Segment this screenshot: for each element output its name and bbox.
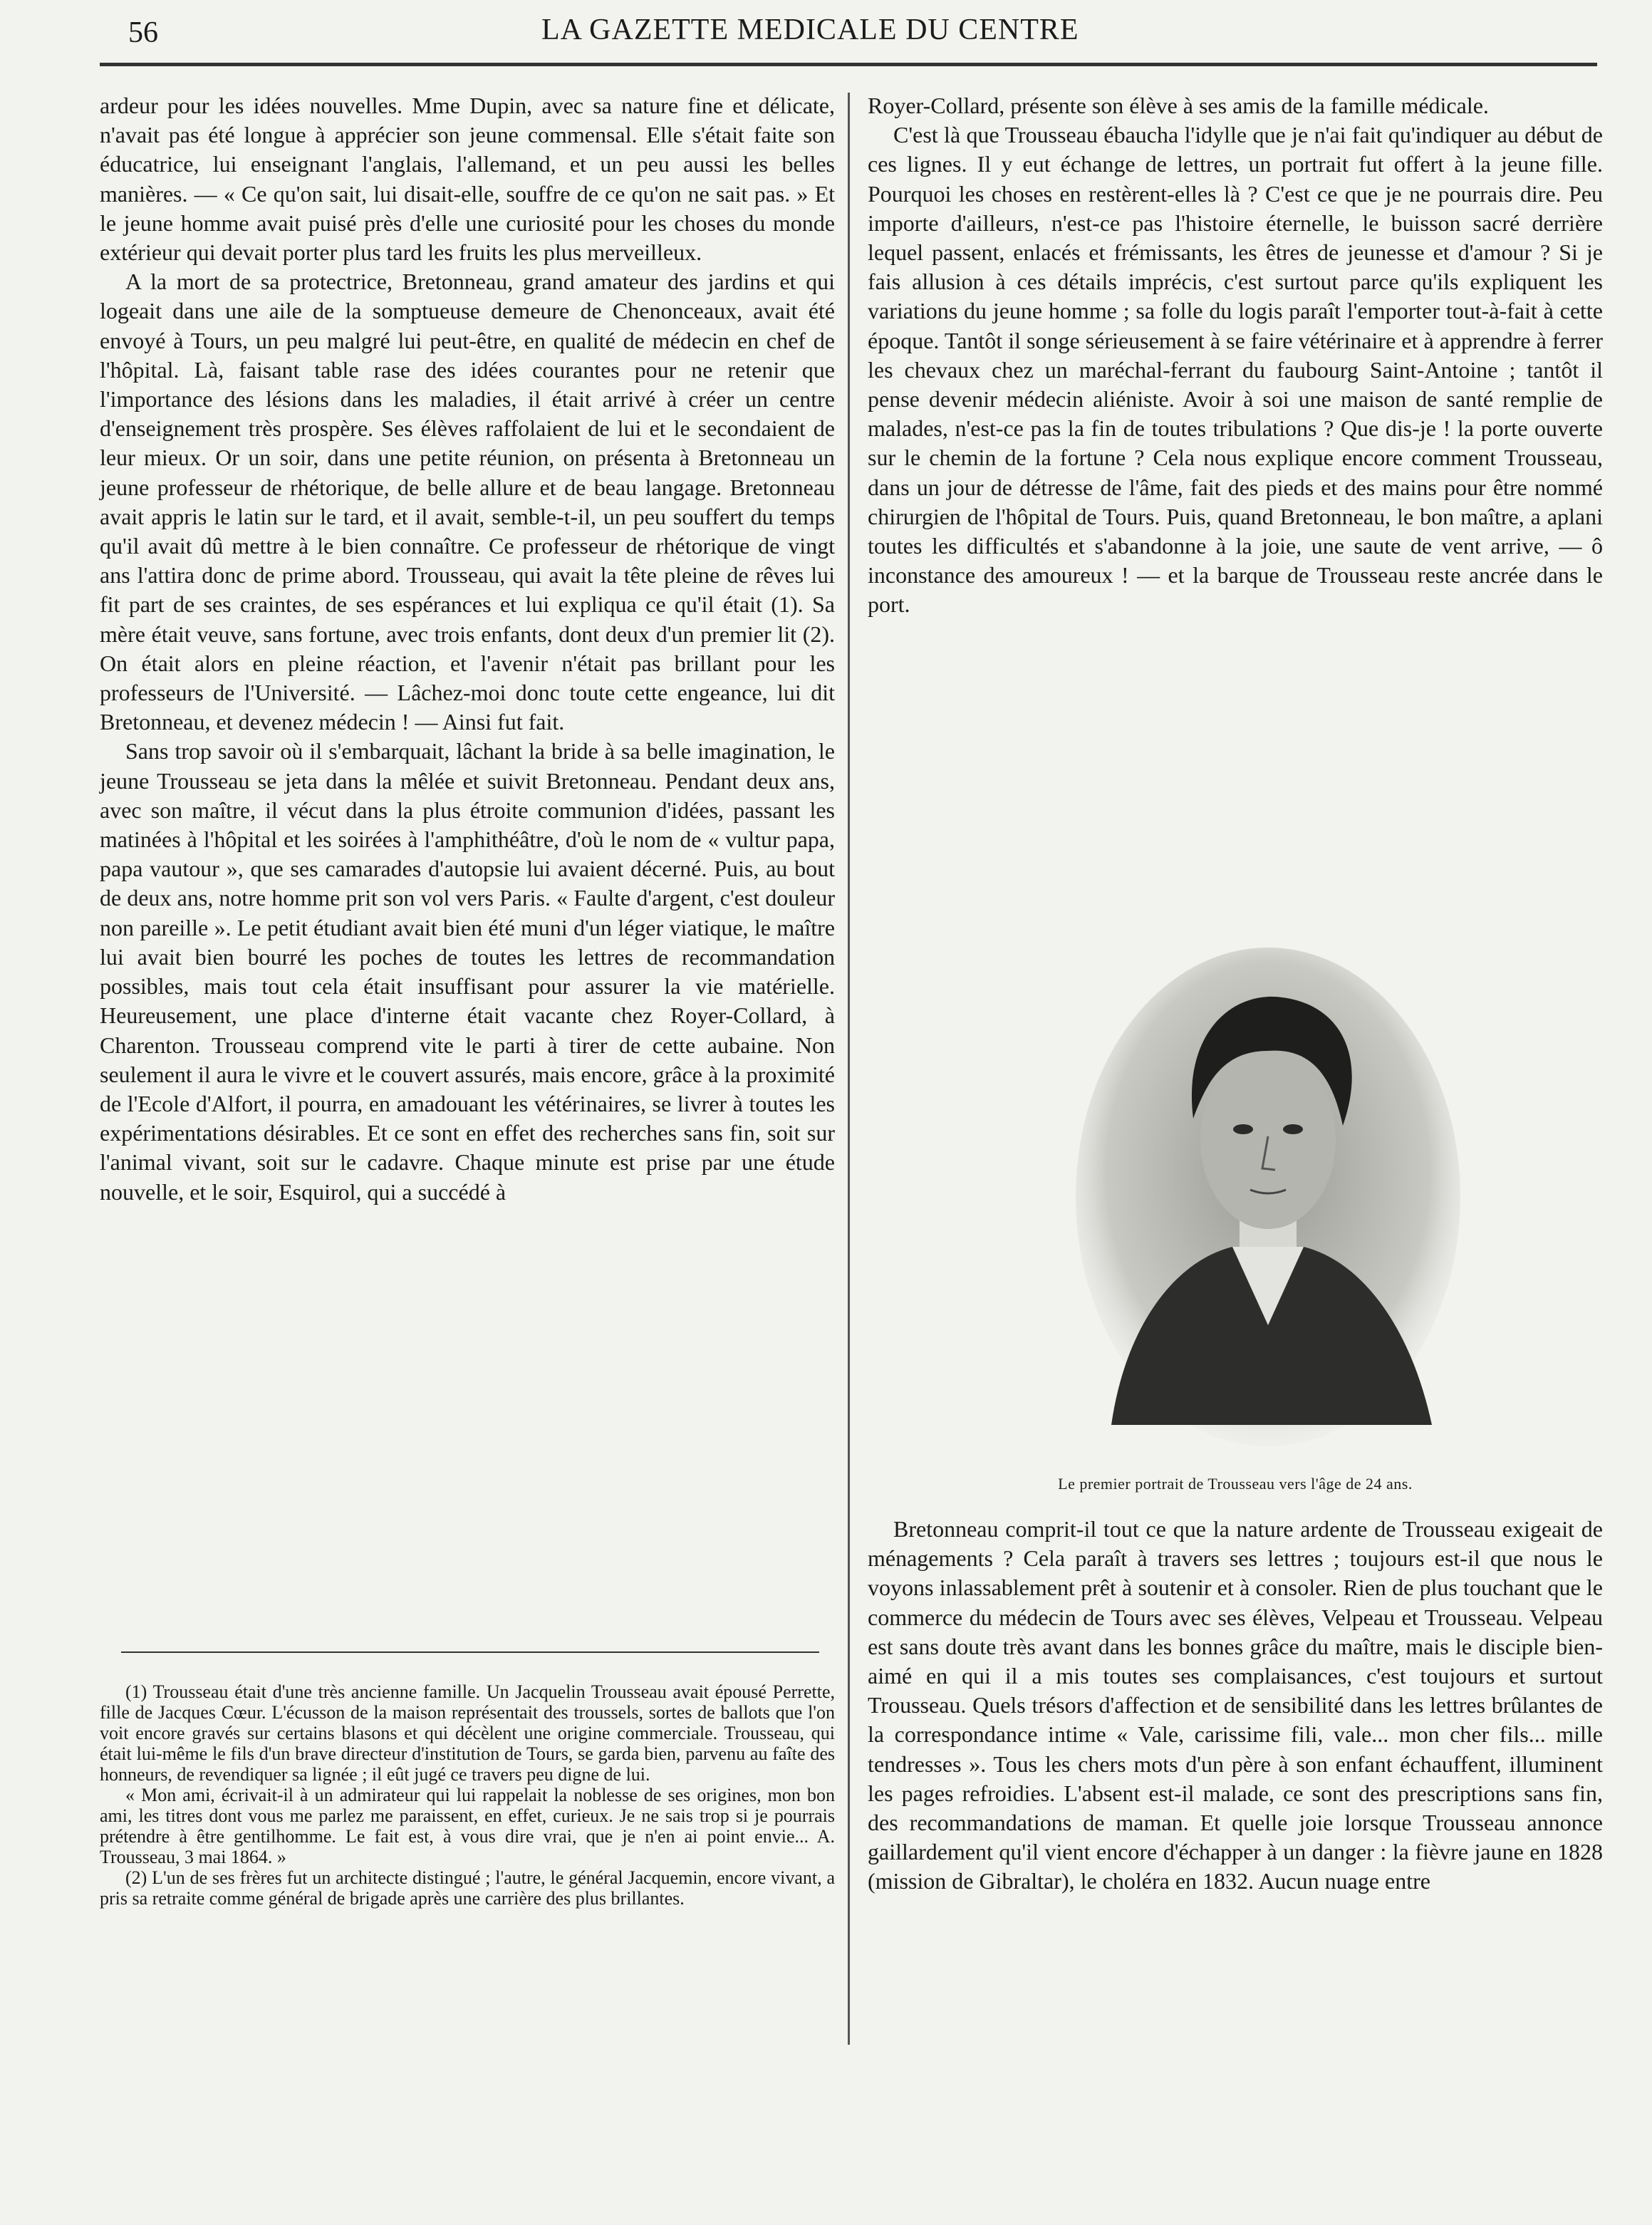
running-title: LA GAZETTE MEDICALE DU CENTRE: [541, 14, 1079, 46]
paragraph: Royer-Collard, présente son élève à ses amis de la famille médicale.: [868, 93, 1489, 118]
portrait-engraving: [1069, 926, 1467, 1453]
footnote-rule: [121, 1651, 819, 1653]
footnote: (1) Trousseau était d'une très ancienne famille. Un Jacquelin Trousseau avait épousé Perrette, fille de Jacques Cœur. L'écusson de la maison représentait des troussels, sortes de ballots que l'on voit encore gravés sur certains blasons et qui décèlent une origine commerciale. Trousseau, qui était lui-même le fils d'un brave directeur d'institution de Tours, se garda bien, parvenu au faîte des honneurs, de revendiquer sa lignée ; il eût jugé ce travers peu digne de lui.: [100, 1681, 835, 1785]
paragraph: ardeur pour les idées nouvelles. Mme Dupin, avec sa nature fine et délicate, n'avait pas été longue à apprécier son jeune commensal. Elle s'était faite son éducatrice, lui enseignant l'anglais, l'allemand, et un peu aussi les belles manières. — « Ce qu'on sait, lui disait-elle, souffre de ce qu'on ne sait pas. » Et le jeune homme avait puisé près d'elle une curiosité pour les choses du monde extérieur qui devait porter plus tard les fruits les plus merveilleux.: [100, 93, 835, 266]
page-header: [0, 0, 1652, 71]
paragraph: C'est là que Trousseau ébaucha l'idylle que je n'ai fait qu'indiquer au début de ces lignes. Il y eut échange de lettres, un portrait fut offert à la jeune fille. Pourquoi les choses en restèrent-elles là ? C'est ce que je ne pourrais dire. Peu importe d'ailleurs, n'est-ce pas l'histoire éternelle, le buisson sacré derrière lequel passent, enlacés et frémissants, les êtres de jeunesse et d'amour ? Si je fais allusion à ces détails imprécis, c'est surtout parce qu'ils expliquent les variations du jeune homme ; sa folle du logis paraît l'emporter tout-à-fait à cette époque. Tantôt il songe sérieusement à se faire vétérinaire et à apprendre à ferrer les chevaux chez un maréchal-ferrant du faubourg Saint-Antoine ; tantôt il pense devenir médecin aliéniste. Avoir à soi une maison de santé remplie de malades, n'est-ce pas la fin de toutes tribulations ? Que dis-je ! la porte ouverte sur le chemin de la fortune ? Cela nous explique encore comment Trousseau, dans un jour de détresse de l'âme, fait des pieds et des mains pour être nommé chirurgien de l'hôpital de Tours. Puis, quand Bretonneau, le bon maître, a aplani toutes les difficultés et s'abandonne à la joie, une saute de vent arrive, — ô inconstance des amoureux ! — et la barque de Trousseau reste ancrée dans le port.: [868, 122, 1603, 618]
footnote: (2) L'un de ses frères fut un architecte distingué ; l'autre, le général Jacquemin, encore vivant, a pris sa retraite comme général de brigade après une carrière des plus brillantes.: [100, 1867, 835, 1909]
footnotes: [100, 1681, 835, 1909]
page-number: 56: [128, 16, 158, 49]
figure-caption: Le premier portrait de Trousseau vers l'âge de 24 ans.: [1058, 1475, 1413, 1493]
right-column-top: [868, 91, 1603, 620]
header-rule: [100, 63, 1597, 66]
paragraph: A la mort de sa protectrice, Bretonneau, grand amateur des jardins et qui logeait dans une aile de la somptueuse demeure de Chenonceaux, avait été envoyé à Tours, un peu malgré lui peut-être, en qualité de médecin en chef de l'hôpital. Là, faisant table rase des idées courantes pour ne retenir que l'importance des lésions dans les maladies, il était arrivé à créer un centre d'enseignement très prospère. Ses élèves raffolaient de lui et le secondaient de leur mieux. Or un soir, dans une petite réunion, on présenta à Bretonneau un jeune professeur de rhétorique, de belle allure et de beau langage. Bretonneau avait appris le latin sur le tard, et il avait, semble-t-il, un peu souffert du temps qu'il avait dû mettre à le bien connaître. Ce professeur de rhétorique de vingt ans l'attira donc de prime abord. Trousseau, qui avait la tête pleine de rêves lui fit part de ses craintes, de ses espérances et lui expliqua ce qu'il était (1). Sa mère était veuve, sans fortune, avec trois enfants, dont deux d'un premier lit (2). On était alors en pleine réaction, et l'avenir n'était pas brillant pour les professeurs de l'Université. — Lâchez-moi donc toute cette engeance, lui dit Bretonneau, et devenez médecin ! — Ainsi fut fait.: [100, 269, 835, 735]
right-column-bottom: [868, 1515, 1603, 1897]
paragraph: Bretonneau comprit-il tout ce que la nature ardente de Trousseau exigeait de ménagements ? Cela paraît à travers ses lettres ; toujours est-il que nous le voyons inlassablement prêt à soutenir et à consoler. Rien de plus touchant que le commerce du médecin de Tours avec ses élèves, Velpeau et Trousseau. Velpeau est sans doute très avant dans les bonnes grâce du maître, mais le disciple bien-aimé en qui il a mis toutes ses complaisances, c'est toujours et surtout Trousseau. Quels trésors d'affection et de sensibilité dans les lettres brûlantes de la correspondance intime « Vale, carissime fili, vale... mon cher fils... mille tendresses ». Tous les chers mots d'un père à son enfant échauffent, illuminent les pages refroidies. L'absent est-il malade, ce sont des prescriptions sans fin, des recommandations de maman. Et quelle joie lorsque Trousseau annonce gaillardement qu'il vient encore d'échapper à un danger : la fièvre jaune en 1828 (mission de Gibraltar), le choléra en 1832. Aucun nuage entre: [868, 1516, 1603, 1894]
left-column: [100, 91, 835, 1207]
footnote: « Mon ami, écrivait-il à un admirateur qui lui rappelait la noblesse de ses origines, mon bon ami, les titres dont vous me parlez me paraissent, en effet, curieux. Je ne sais trop si je pourrais prétendre à être gentilhomme. Le fait est, à vous dire vrai, que je n'en ai point envie... A. Trousseau, 3 mai 1864. »: [100, 1785, 835, 1867]
paragraph: Sans trop savoir où il s'embarquait, lâchant la bride à sa belle imagination, le jeune Trousseau se jeta dans la mêlée et suivit Bretonneau. Pendant deux ans, avec son maître, il vécut dans la plus étroite communion d'idées, passant les matinées à l'hôpital et les soirées à l'amphithéâtre, d'où le nom de « vultur papa, papa vautour », que ses camarades d'autopsie lui avaient décerné. Puis, au bout de deux ans, notre homme prit son vol vers Paris. « Faulte d'argent, c'est douleur non pareille ». Le petit étudiant avait bien été muni d'un léger viatique, le maître lui avait bien bourré les poches de toutes les lettres de recommandation possibles, mais tout cela était insuffisant pour assurer la vie matérielle. Heureusement, une place d'interne était vacante chez Royer-Collard, à Charenton. Trousseau comprend vite le parti à tirer de cette aubaine. Non seulement il aura le vivre et le couvert assurés, mais encore, grâce à la proximité de l'Ecole d'Alfort, il pourra, en amadouant les vétérinaires, se livrer à toutes les expérimentations désirables. Et ce sont en effet des recherches sans fin, soit sur l'animal vivant, soit sur le cadavre. Chaque minute est prise par une étude nouvelle, et le soir, Esquirol, qui a succédé à: [100, 738, 835, 1205]
column-divider: [848, 93, 850, 2045]
